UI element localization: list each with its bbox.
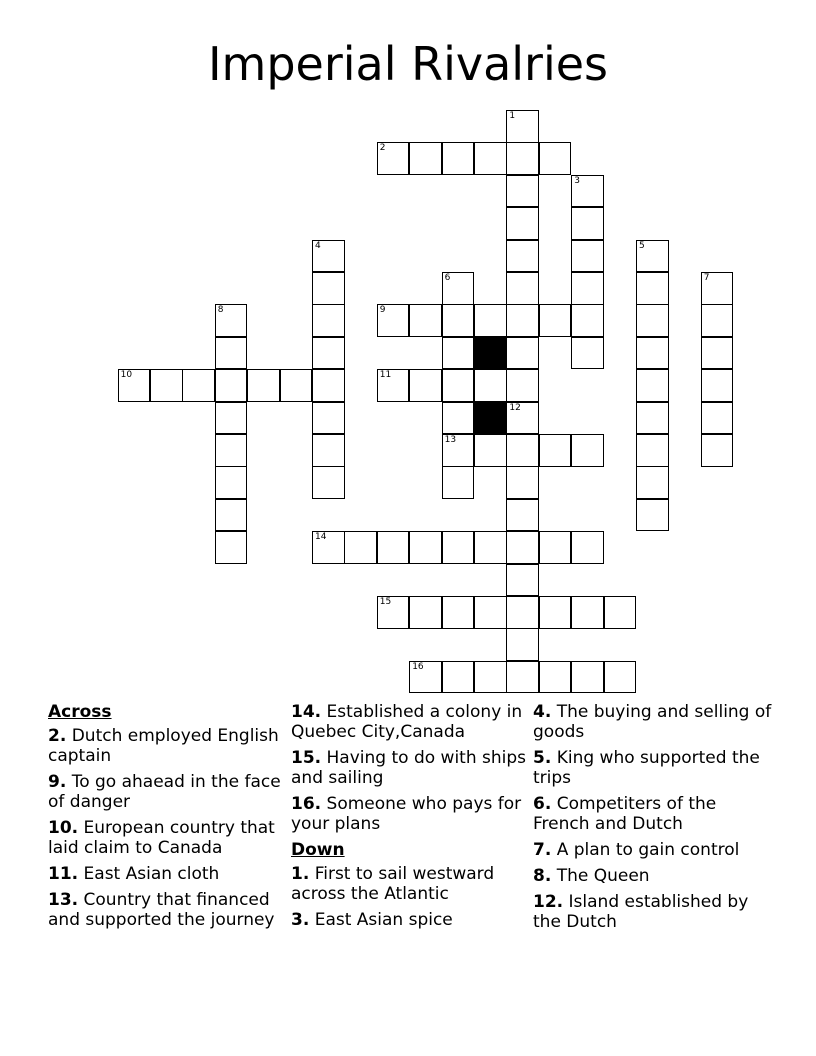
clue-item-number: 1.: [291, 864, 310, 884]
grid-cell[interactable]: [312, 369, 345, 402]
clue-number: 16: [412, 661, 424, 672]
grid-cell[interactable]: [506, 531, 539, 564]
clue-item: [48, 864, 288, 884]
grid-cell[interactable]: [247, 369, 280, 402]
clue-item-number: 6.: [533, 794, 552, 814]
clue-item-number: 12.: [533, 892, 564, 912]
clue-item: [533, 748, 773, 788]
grid-cell[interactable]: [701, 304, 734, 337]
clue-item: [291, 864, 531, 904]
grid-cell[interactable]: [377, 531, 410, 564]
grid-cell[interactable]: [312, 434, 345, 467]
clue-item-text: Having to do with ships and sailing: [291, 748, 527, 788]
clue-item-text: A plan to gain control: [551, 840, 740, 860]
clue-heading: Across: [48, 702, 112, 722]
clue-item: [48, 818, 288, 858]
grid-cell[interactable]: [636, 466, 669, 499]
grid-cell[interactable]: [312, 240, 345, 273]
clue-item: [48, 890, 288, 930]
grid-cell[interactable]: [701, 369, 734, 402]
clue-item-text: Established a colony in Quebec City,Canada: [291, 702, 523, 742]
grid-cell[interactable]: [571, 337, 604, 370]
clue-number: 1: [509, 111, 516, 121]
grid-cell[interactable]: [150, 369, 183, 402]
grid-block: [474, 402, 507, 435]
clue-item-number: 13.: [48, 890, 79, 910]
grid-cell[interactable]: [571, 207, 604, 240]
clue-number: 10: [120, 370, 133, 381]
grid-cell[interactable]: [506, 402, 539, 435]
grid-cell[interactable]: [474, 142, 507, 175]
grid-cell[interactable]: [571, 240, 604, 273]
grid-cell[interactable]: [474, 596, 507, 629]
grid-cell[interactable]: [506, 207, 539, 240]
page-title: Imperial Rivalries: [207, 37, 609, 91]
clue-item: [533, 892, 773, 932]
clue-item-text: East Asian cloth: [78, 864, 220, 884]
clue-number: 7: [703, 273, 710, 283]
clue-item-number: 9.: [48, 772, 67, 792]
grid-block: [474, 337, 507, 370]
clue-heading: Down: [291, 840, 345, 860]
grid-cell[interactable]: [442, 272, 475, 305]
clue-item-text: The buying and selling of goods: [533, 702, 772, 742]
grid-cell[interactable]: [506, 596, 539, 629]
clue-item-text: Competiters of the French and Dutch: [533, 794, 717, 834]
clue-item-text: European country that laid claim to Canada: [48, 818, 275, 858]
grid-cell[interactable]: [506, 272, 539, 305]
grid-cell[interactable]: [539, 531, 572, 564]
grid-cell[interactable]: [474, 369, 507, 402]
grid-cell[interactable]: [701, 402, 734, 435]
clue-item-number: 7.: [533, 840, 552, 860]
grid-cell[interactable]: [506, 466, 539, 499]
grid-cell[interactable]: [506, 434, 539, 467]
grid-cell[interactable]: [377, 142, 410, 175]
grid-cell[interactable]: [377, 304, 410, 337]
clue-item-text: Island established by the Dutch: [533, 892, 749, 932]
grid-cell[interactable]: [571, 531, 604, 564]
clue-item-number: 3.: [291, 910, 310, 930]
grid-cell[interactable]: [312, 337, 345, 370]
grid-cell[interactable]: [636, 499, 669, 532]
grid-cell[interactable]: [636, 272, 669, 305]
grid-cell[interactable]: [442, 304, 475, 337]
grid-cell[interactable]: [636, 337, 669, 370]
grid-cell[interactable]: [636, 240, 669, 273]
clue-item-number: 11.: [48, 864, 79, 884]
grid-cell[interactable]: [312, 272, 345, 305]
clue-number: 9: [379, 305, 386, 316]
grid-cell[interactable]: [409, 142, 442, 175]
grid-cell[interactable]: [506, 661, 539, 694]
grid-cell[interactable]: [506, 499, 539, 532]
grid-cell[interactable]: [442, 434, 475, 467]
clue-item-number: 8.: [533, 866, 552, 886]
grid-cell[interactable]: [344, 531, 377, 564]
grid-cell[interactable]: [571, 434, 604, 467]
grid-cell[interactable]: [442, 402, 475, 435]
clue-number: 4: [315, 240, 321, 251]
grid-cell[interactable]: [409, 596, 442, 629]
grid-cell[interactable]: [506, 628, 539, 661]
grid-cell[interactable]: [506, 369, 539, 402]
clue-item-text: First to sail westward across the Atlantic: [291, 864, 495, 904]
clue-item: [533, 840, 773, 860]
grid-cell[interactable]: [506, 304, 539, 337]
clue-item: [291, 794, 531, 834]
grid-cell[interactable]: [215, 369, 248, 402]
grid-cell[interactable]: [215, 531, 248, 564]
grid-cell[interactable]: [506, 175, 539, 208]
grid-cell[interactable]: [377, 369, 410, 402]
grid-cell[interactable]: [409, 304, 442, 337]
clue-number: 15: [379, 597, 392, 607]
grid-cell[interactable]: [312, 531, 345, 564]
clue-item: [48, 772, 288, 812]
clue-number: 13: [444, 435, 457, 445]
grid-cell[interactable]: [636, 402, 669, 435]
clue-number: 2: [379, 143, 386, 154]
clue-number: 3: [574, 175, 580, 186]
grid-cell[interactable]: [312, 466, 345, 499]
clue-item: [533, 702, 773, 742]
grid-cell[interactable]: [604, 661, 637, 694]
clue-item-number: 4.: [533, 702, 552, 722]
clue-item-number: 14.: [291, 702, 322, 722]
grid-cell[interactable]: [442, 369, 475, 402]
clue-item-text: To go ahaead in the face of danger: [48, 772, 281, 812]
grid-cell[interactable]: [506, 564, 539, 597]
grid-cell[interactable]: [409, 661, 442, 694]
grid-cell[interactable]: [442, 142, 475, 175]
grid-cell[interactable]: [701, 272, 734, 305]
grid-cell[interactable]: [474, 434, 507, 467]
clue-item-text: Someone who pays for your plans: [291, 794, 522, 834]
grid-cell[interactable]: [506, 240, 539, 273]
grid-cell[interactable]: [182, 369, 215, 402]
grid-cell[interactable]: [571, 272, 604, 305]
grid-cell[interactable]: [701, 337, 734, 370]
grid-cell[interactable]: [280, 369, 313, 402]
grid-cell[interactable]: [474, 304, 507, 337]
grid-cell[interactable]: [539, 142, 572, 175]
grid-cell[interactable]: [701, 434, 734, 467]
grid-cell[interactable]: [636, 304, 669, 337]
grid-cell[interactable]: [215, 402, 248, 435]
clue-item-number: 10.: [48, 818, 79, 838]
clue-item: [533, 794, 773, 834]
grid-cell[interactable]: [539, 434, 572, 467]
grid-cell[interactable]: [571, 175, 604, 208]
clues-column-1: [48, 702, 288, 936]
clue-item: [291, 910, 531, 930]
clue-item-text: The Queen: [551, 866, 650, 886]
grid-cell[interactable]: [215, 499, 248, 532]
grid-cell[interactable]: [442, 661, 475, 694]
grid-cell[interactable]: [636, 369, 669, 402]
grid-cell[interactable]: [506, 110, 539, 143]
grid-cell[interactable]: [215, 304, 248, 337]
grid-cell[interactable]: [442, 531, 475, 564]
clue-item-text: East Asian spice: [309, 910, 453, 930]
grid-cell[interactable]: [474, 661, 507, 694]
grid-cell[interactable]: [215, 466, 248, 499]
grid-cell[interactable]: [118, 369, 151, 402]
grid-cell[interactable]: [312, 304, 345, 337]
grid-cell[interactable]: [539, 596, 572, 629]
clue-item: [48, 726, 288, 766]
grid-cell[interactable]: [409, 369, 442, 402]
grid-cell[interactable]: [539, 661, 572, 694]
clue-item-text: King who supported the trips: [533, 748, 760, 788]
grid-cell[interactable]: [571, 596, 604, 629]
clue-item-number: 15.: [291, 748, 322, 768]
grid-cell[interactable]: [442, 596, 475, 629]
clues-column-2: [291, 702, 531, 936]
clue-number: 5: [639, 240, 645, 251]
grid-cell[interactable]: [571, 304, 604, 337]
grid-cell[interactable]: [636, 434, 669, 467]
grid-cell[interactable]: [571, 661, 604, 694]
clue-number: 12: [509, 402, 521, 413]
grid-cell[interactable]: [474, 531, 507, 564]
grid-cell[interactable]: [409, 531, 442, 564]
clue-number: 6: [444, 273, 451, 283]
clue-item-text: Country that financed and supported the journey: [48, 890, 275, 930]
grid-cell[interactable]: [215, 434, 248, 467]
clues-column-3: [533, 702, 773, 938]
grid-cell[interactable]: [539, 304, 572, 337]
grid-cell[interactable]: [604, 596, 637, 629]
grid-cell[interactable]: [442, 466, 475, 499]
clue-item-text: Dutch employed English captain: [48, 726, 279, 766]
grid-cell[interactable]: [312, 402, 345, 435]
clue-number: 14: [315, 532, 327, 543]
grid-cell[interactable]: [442, 337, 475, 370]
clue-number: 8: [217, 305, 224, 316]
clue-item-number: 2.: [48, 726, 67, 746]
grid-cell[interactable]: [377, 596, 410, 629]
clue-item: [533, 866, 773, 886]
clue-number: 11: [379, 370, 392, 381]
clue-item-number: 16.: [291, 794, 322, 814]
clue-item-number: 5.: [533, 748, 552, 768]
grid-cell[interactable]: [506, 142, 539, 175]
clue-item: [291, 702, 531, 742]
clue-item: [291, 748, 531, 788]
grid-cell[interactable]: [506, 337, 539, 370]
grid-cell[interactable]: [215, 337, 248, 370]
